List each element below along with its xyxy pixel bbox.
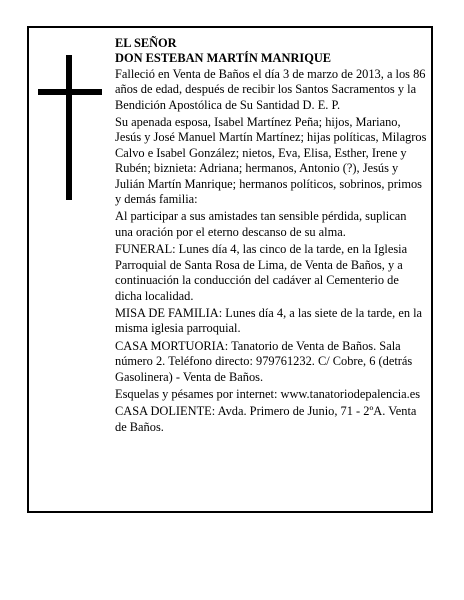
paragraph-internet-condolences: Esquelas y pésames por internet: www.tanatoriodepalencia.es	[115, 386, 421, 401]
paragraph-funeral: FUNERAL: Lunes día 4, las cinco de la tarde, en la Iglesia Parroquial de Santa Rosa de Lima, de Venta de Baños, y a continuación la conducción del cadáver al Cementerio de dicha localidad.	[115, 242, 408, 303]
paragraph-family-home: CASA DOLIENTE: Avda. Primero de Junio, 71 - 2ºA. Venta de Baños.	[115, 404, 417, 434]
heading-title: EL SEÑOR	[115, 36, 177, 50]
notice-content	[115, 36, 427, 437]
cross-icon	[38, 55, 102, 200]
paragraph-family-mass: MISA DE FAMILIA: Lunes día 4, a las siete de la tarde, en la misma iglesia parroquial.	[115, 305, 423, 336]
paragraph-family: Su apenada esposa, Isabel Martínez Peña; hijos, Mariano, Jesús y José Manuel Martín Martínez; hijas políticas, Milagros Calvo e Isabel González; nietos, Eva, Elisa, Esther, Irene y Rubén; biznieta: Adriana; hermanos, Antonio (?), Jesús y Julián Martín Manrique; hermanos políticos, sobrinos, primos y demás familia:	[115, 115, 427, 207]
heading-name: DON ESTEBAN MARTÍN MANRIQUE	[115, 51, 332, 66]
cross-vertical-bar	[66, 55, 72, 200]
paragraph-prayer-request: Al participar a sus amistades tan sensible pérdida, suplican una oración por el eterno descanso de su alma.	[115, 209, 407, 239]
paragraph-funeral-home: CASA MORTUORIA: Tanatorio de Venta de Baños. Sala número 2. Teléfono directo: 979761232. C/ Cobre, 6 (detrás Gasolinera) - Venta de Baños.	[115, 338, 413, 384]
cross-horizontal-bar	[38, 89, 102, 95]
paragraph-death-announcement: Falleció en Venta de Baños el día 3 de marzo de 2013, a los 86 años de edad, después de recibir los Santos Sacramentos y la Bendición Apostólica de Su Santidad D. E. P.	[115, 66, 426, 112]
